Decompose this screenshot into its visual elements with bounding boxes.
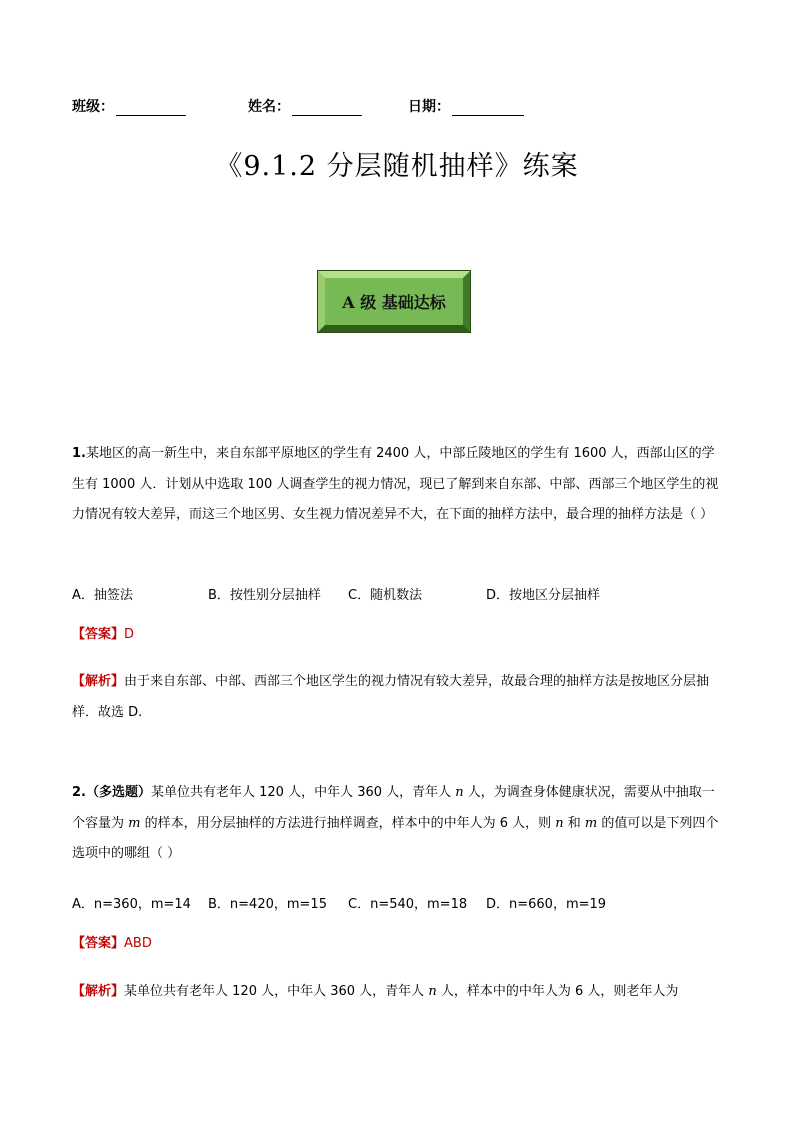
option-d[interactable]: D．按地区分层抽样 <box>486 588 601 603</box>
question-1 <box>72 439 724 531</box>
question-stem-part: 人，为调查身体健康状况，需要从中抽取一个容量为 <box>72 785 715 831</box>
question-number: 2. <box>72 785 86 800</box>
answer-label: 【答案】 <box>72 936 125 951</box>
name-blank[interactable] <box>292 101 362 116</box>
answer-value: ABD <box>124 936 152 951</box>
option-d[interactable]: D．n=660，m=19 <box>486 897 607 912</box>
variable-m: m <box>128 815 141 831</box>
question-1-analysis <box>72 667 724 728</box>
question-2-analysis <box>72 977 724 1008</box>
name-field <box>248 96 362 116</box>
answer-value: D <box>124 627 135 642</box>
question-2-options <box>72 893 724 913</box>
option-b[interactable]: B．按性别分层抽样 <box>208 588 321 603</box>
date-field <box>408 96 524 116</box>
analysis-text: 某单位共有老年人 120 人，中年人 360 人，青年人 <box>124 984 429 999</box>
option-a[interactable]: A．n=360，m=14 <box>72 897 191 912</box>
analysis-text: 由于来自东部、中部、西部三个地区学生的视力情况有较大差异，故最合理的抽样方法是按地区分层抽样．故选 D. <box>72 674 710 720</box>
page-title: 《9.1.2 分层随机抽样》练案 <box>215 151 579 182</box>
option-a[interactable]: A．抽签法 <box>72 588 133 603</box>
question-stem-part: 的值可以是下列四个选项中的哪组（ ） <box>72 815 719 861</box>
level-badge-label: A 级 基础达标 <box>325 278 463 325</box>
variable-n: n <box>555 815 564 831</box>
name-label: 姓名： <box>248 99 290 115</box>
variable-m: m <box>584 815 598 831</box>
question-stem: 某地区的高一新生中，来自东部平原地区的学生有 2400 人，中部丘陵地区的学生有 1600 人，西部山区的学生有 1000 人．计划从中选取 100 人调查学生的视力情况，现已了解到来自东部、中部、西部三个地区学生的视力情况有较大差异，而这三个地区男、女生视力情况差异不大，在下面的抽样方法中，最合理的抽样方法是（ ） <box>72 446 719 522</box>
date-label: 日期： <box>408 99 450 115</box>
class-label: 班级： <box>72 99 114 115</box>
question-stem-part: 某单位共有老年人 120 人，中年人 360 人，青年人 <box>151 785 456 800</box>
level-badge <box>318 271 470 332</box>
question-number: 1. <box>72 446 86 461</box>
question-1-answer <box>72 620 724 651</box>
variable-n: n <box>428 984 437 999</box>
class-field <box>72 96 186 116</box>
question-tag: （多选题） <box>85 785 151 800</box>
analysis-text: 人，样本中的中年人为 6 人，则老年人为 <box>436 984 679 999</box>
question-2-answer <box>72 929 724 960</box>
option-c[interactable]: C．随机数法 <box>348 588 423 603</box>
analysis-label: 【解析】 <box>72 674 125 689</box>
analysis-label: 【解析】 <box>72 984 125 999</box>
variable-n: n <box>455 785 464 800</box>
option-b[interactable]: B．n=420，m=15 <box>208 897 327 912</box>
question-2 <box>72 778 724 870</box>
student-info-row <box>72 96 572 116</box>
question-1-options <box>72 584 724 604</box>
option-c[interactable]: C．n=540，m=18 <box>348 897 468 912</box>
question-stem-part: 的样本，用分层抽样的方法进行抽样调查，样本中的中年人为 6 人，则 <box>140 815 556 831</box>
question-stem-part: 和 <box>563 815 585 831</box>
answer-label: 【答案】 <box>72 627 125 642</box>
class-blank[interactable] <box>116 101 186 116</box>
date-blank[interactable] <box>452 101 524 116</box>
